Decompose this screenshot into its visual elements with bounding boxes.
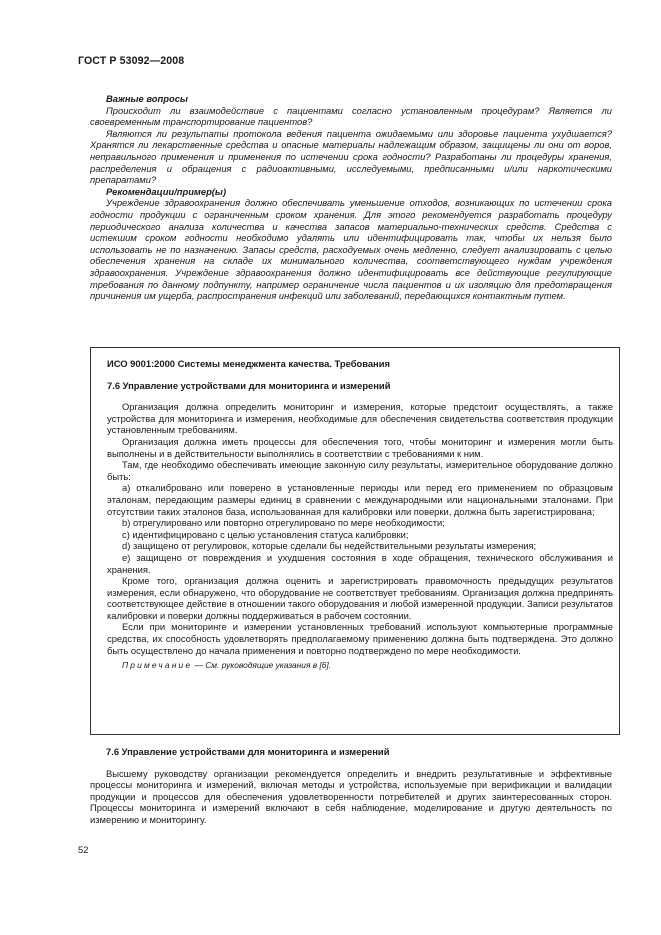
recommendations-heading: Рекомендации/пример(ы): [106, 185, 227, 197]
guidance-paragraph: Высшему руководству организации рекомендуется определить и внедрить результативные и эффективные процессы мониторинга и измерений, включая методы и устройства, используемые при верификации и валидации продукции и процессов для обеспечения удовлетворенности потребителей и других заинтересованных сторон. Процессы мониторинга и измерений включают в себя наблюдение, моделирование и другую деятельность по измерению и мониторингу.: [90, 767, 612, 825]
iso-quote-list-item: c) идентифицировано с целью установления статуса калибровки;: [122, 528, 409, 540]
iso-quote-paragraph: Там, где необходимо обеспечивать имеющие законную силу результаты, измерительное оборудование должно быть:: [107, 459, 613, 482]
guidance-section: [90, 746, 612, 826]
iso-quote-list-item: b) отрегулировано или повторно отрегулировано по мере необходимости;: [122, 517, 445, 529]
intro-section: [90, 93, 612, 302]
iso-quote-title: ИСО 9001:2000 Системы менеджмента качества. Требования: [107, 358, 390, 369]
note-text: — См. руководящие указания в [6].: [192, 660, 332, 671]
document-header: ГОСТ Р 53092—2008: [78, 55, 185, 67]
iso-quote-list-item: e) защищено от повреждения и ухудшения состояния в ходе обращения, технического обслуживания и хранения.: [107, 551, 613, 575]
question-paragraph: Происходит ли взаимодействие с пациентами согласно установленным процедурам? Является ли своевременным транспортирование пациентов?: [90, 104, 612, 128]
iso-quote-paragraph: Если при мониторинге и измерении установленных требований используют компьютерные программные средства, их способность удовлетворять предполагаемому применению должна быть подтверждена. Это должно быть осуществлено до начала применения и повторно подтверждено по мере необходимости.: [107, 621, 613, 656]
iso-quote-section-heading: 7.6 Управление устройствами для мониторинга и измерений: [107, 379, 391, 391]
iso-quote-list-item: d) защищено от регулировок, которые сделали бы недействительными результаты измерения;: [122, 540, 537, 552]
iso-quote-paragraph: Организация должна иметь процессы для обеспечения того, чтобы мониторинг и измерения могли быть выполнены и в действительности выполнялись в соответствии с требованиями к ним.: [107, 435, 613, 459]
iso-quote-note: [107, 660, 613, 672]
iso-quote-paragraph: Организация должна определить мониторинг и измерения, которые предстоит осуществлять, а также устройства для мониторинга и измерения, необходимые для обеспечения свидетельства соответствия продукции установленным требованиям.: [107, 401, 613, 436]
iso-quote-box: [90, 347, 620, 735]
questions-heading: Важные вопросы: [106, 93, 188, 104]
page-number: 52: [78, 844, 89, 855]
iso-quote-list-item: а) откалибровано или поверено в установленные периоды или перед его применением по образцовым эталонам, передающим размеры единиц в сравнении с международными или национальными эталонами. При отсутствии таких эталонов база, использованная для калибровки или поверки, должна быть зарегистрирована;: [107, 482, 613, 517]
note-label: Примечание: [122, 660, 193, 671]
question-paragraph: Являются ли результаты протокола ведения пациента ожидаемыми или здоровье пациента ухудшается? Хранятся ли лекарственные средства и опасные материалы надлежащим образом, защищены ли они от воров, неправильного применения и применения по истечении срока годности? Разработаны ли процедуры хранения, распределения и обращения с радиоактивными, исследуемыми, предписанными и/или наркотическими препаратами?: [90, 127, 612, 186]
guidance-section-heading: 7.6 Управление устройствами для мониторинга и измерений: [106, 746, 390, 757]
iso-quote-paragraph: Кроме того, организация должна оценить и зарегистрировать правомочность предыдущих результатов измерения, если обнаружено, что оборудование не соответствует требованиям. Организация должна предпринять соответствующее действие в отношении такого оборудования и любой измеренной продукции. Записи результатов калибровки и поверки должны поддерживаться в рабочем состоянии.: [107, 575, 613, 621]
recommendations-paragraph: Учреждение здравоохранения должно обеспечивать уменьшение отходов, возникающих по истечении срока годности продукции с ограниченным сроком хранения. Для этого рекомендуется разработать процедуру периодического анализа количества и качества запасов материально-технических средств. Средства с истекшим сроком годности необходимо удалять или идентифицировать так, чтобы их нельзя было использовать не по назначению. Запасы средств, расходуемых очень медленно, следует анализировать с целью обеспечения хранения на складе их минимального количества, соответствующего нуждам учреждения здравоохранения. Учреждение здравоохранения должно идентифицировать все действующие регулирующие требования по данному подпункту, например ограничение числа пациентов и их изоляцию для предотвращения причинения им ущерба, распространения инфекций или заболеваний, передающихся контактным путем.: [90, 197, 612, 302]
